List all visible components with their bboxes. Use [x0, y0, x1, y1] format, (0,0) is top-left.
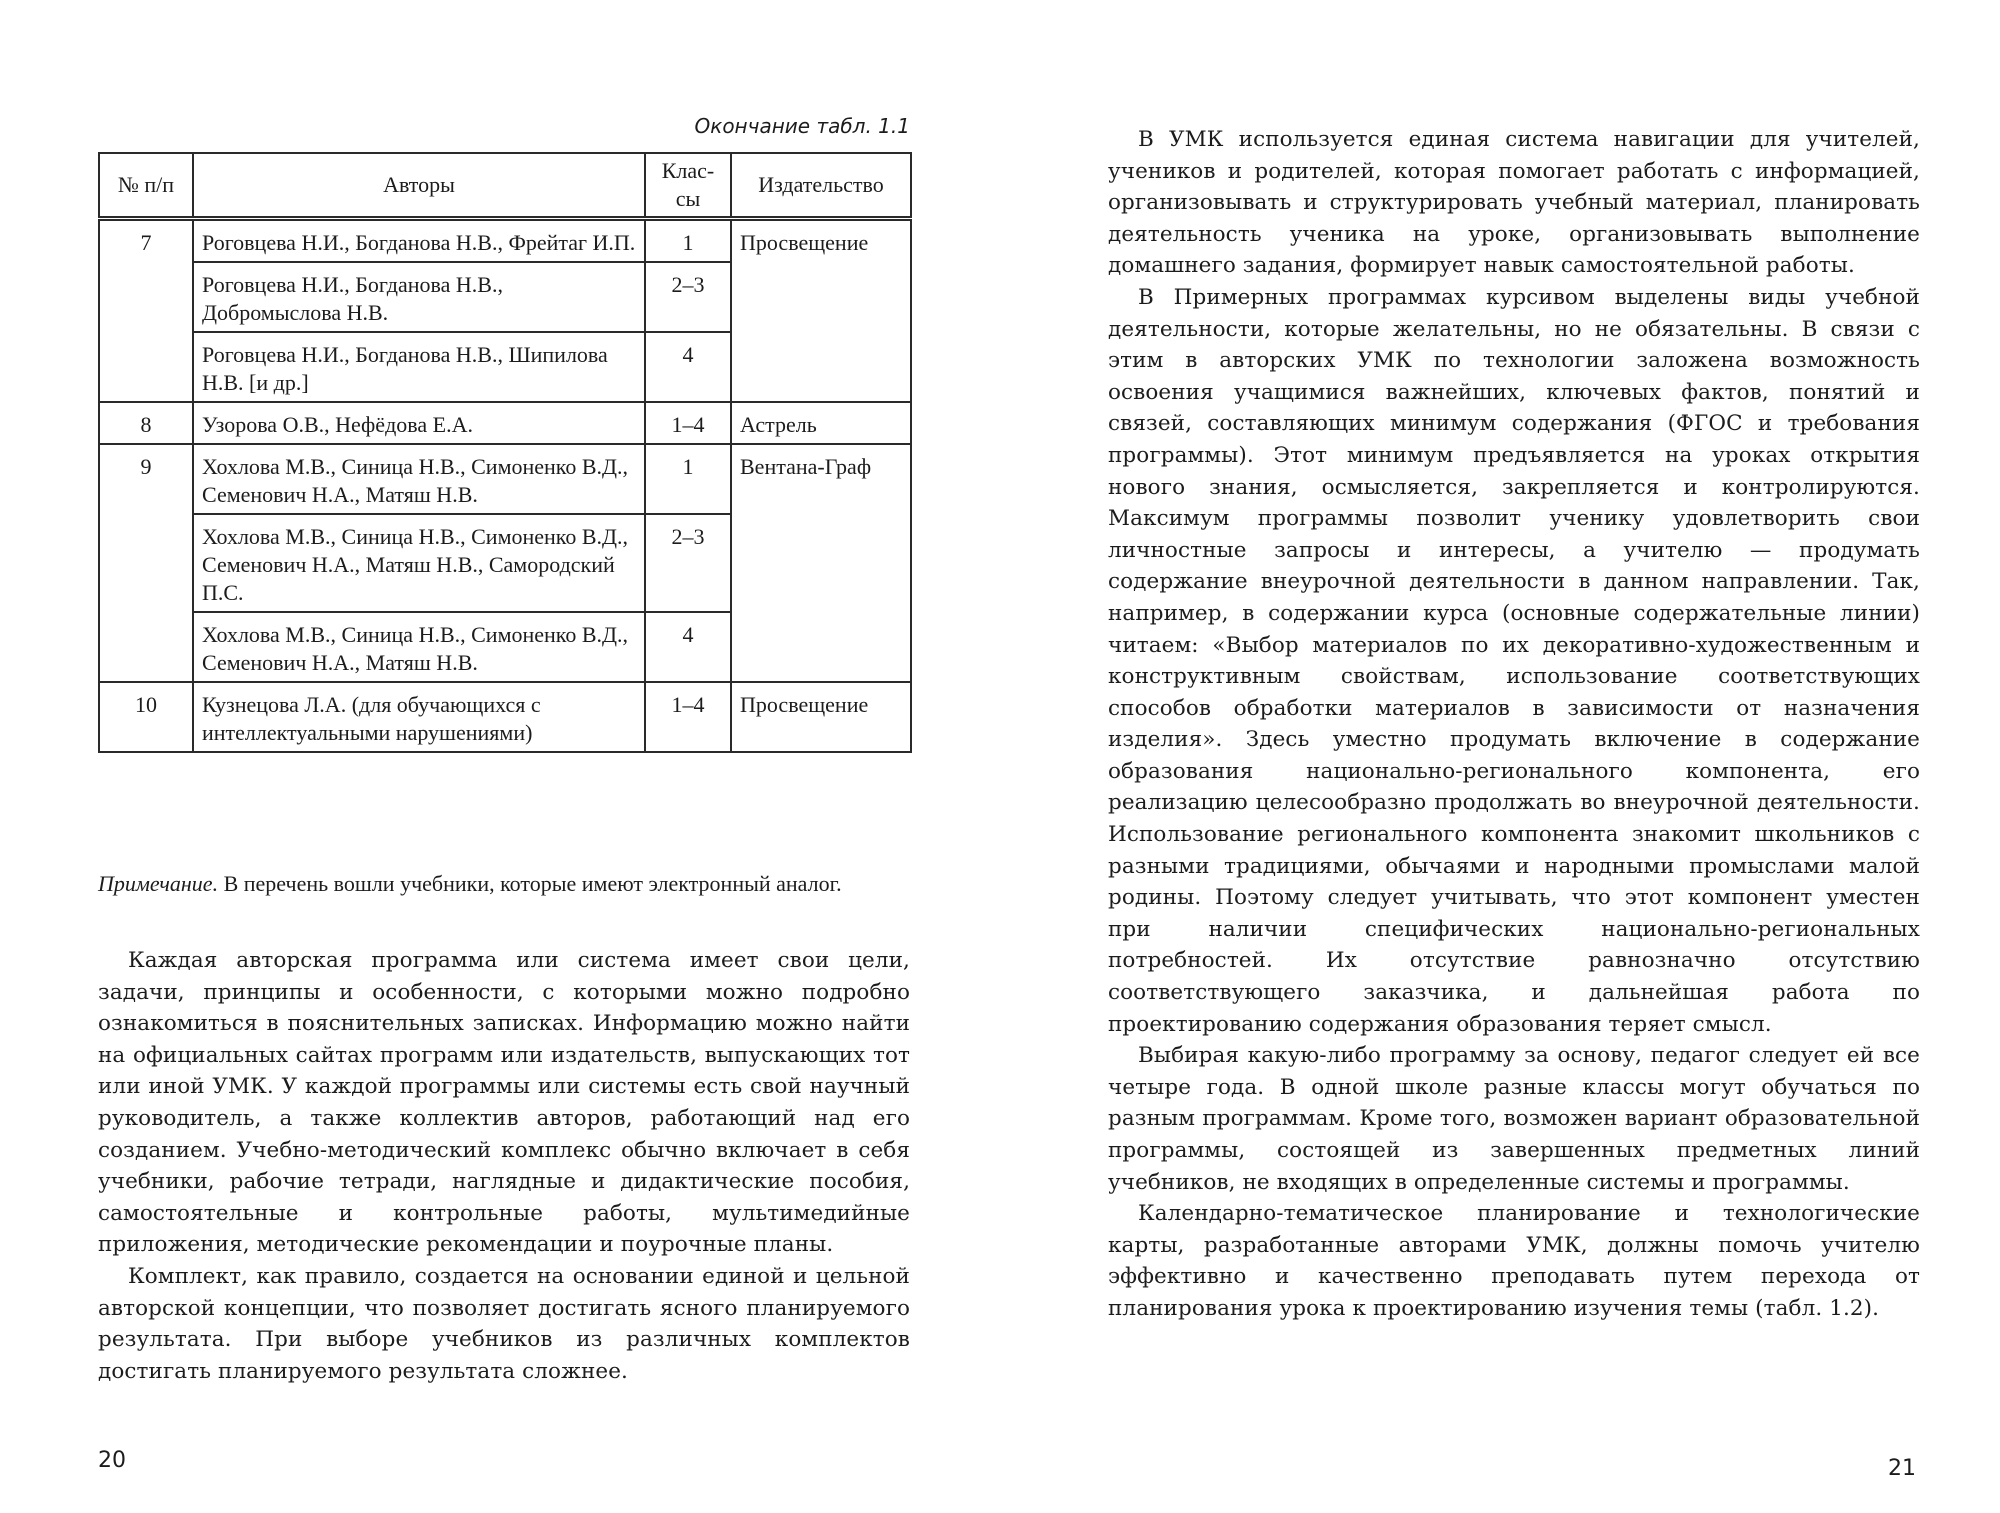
row-authors: Хохлова М.В., Синица Н.В., Симоненко В.Д., Семенович Н.А., Матяш Н.В.	[193, 612, 645, 682]
row-grade: 4	[645, 612, 731, 682]
row-number: 7	[99, 219, 193, 403]
row-authors: Роговцева Н.И., Богданова Н.В., Фрейтаг И.П.	[193, 219, 645, 263]
row-authors: Роговцева Н.И., Богданова Н.В., Шипилова Н.В. [и др.]	[193, 332, 645, 402]
note-label: Примечание.	[98, 871, 219, 896]
row-grade: 4	[645, 332, 731, 402]
row-grade: 1–4	[645, 402, 731, 444]
row-publisher: Вентана-Граф	[731, 444, 911, 682]
row-grade: 1	[645, 444, 731, 514]
paragraph: Комплект, как правило, создается на основании единой и цельной авторской концепции, что позволяет достигать ясного планируемого результата. При выборе учебников из различных комплектов достигать планируемого результата сложнее.	[98, 1263, 910, 1384]
row-grade: 1	[645, 219, 731, 263]
table-caption: Окончание табл. 1.1	[694, 114, 910, 138]
row-number: 10	[99, 682, 193, 752]
textbook-table	[98, 152, 912, 753]
right-body-text	[1108, 124, 1920, 1325]
table-row	[99, 682, 911, 752]
note-text: В перечень вошли учебники, которые имеют электронный аналог.	[223, 871, 842, 896]
right-page	[1000, 0, 2000, 1513]
paragraph: Каждая авторская программа или система имеет свои цели, задачи, принципы и особенности, с которыми можно подробно ознакомиться в пояснительных записках. Информацию можно найти на официальных сайтах программ или издательств, выпускающих тот или иной УМК. У каждой программы или системы есть свой научный руководитель, а также коллектив авторов, работающий над его созданием. Учебно-методический комплекс обычно включает в себя учебники, рабочие тетради, наглядные и дидактические пособия, самостоятельные и контрольные работы, мультимедийные приложения, методические рекомендации и поурочные планы.	[98, 948, 910, 1258]
row-authors: Хохлова М.В., Синица Н.В., Симоненко В.Д., Семенович Н.А., Матяш Н.В.	[193, 444, 645, 514]
page-number-right: 21	[1888, 1456, 1916, 1481]
header-authors: Авторы	[193, 153, 645, 219]
row-grade: 2–3	[645, 514, 731, 612]
row-authors: Узорова О.В., Нефёдова Е.А.	[193, 402, 645, 444]
table-header-row	[99, 153, 911, 219]
paragraph: Календарно-тематическое планирование и технологические карты, разработанные авторами УМК, должны помочь учителю эффективно и качественно преподавать путем перехода от планирования урока к проектированию изучения темы (табл. 1.2).	[1108, 1201, 1920, 1321]
header-publisher: Издательство	[731, 153, 911, 219]
row-authors: Кузнецова Л.А. (для обучающихся с интеллектуальными нарушениями)	[193, 682, 645, 752]
row-number: 9	[99, 444, 193, 682]
header-grades: Клас-сы	[645, 153, 731, 219]
left-body-text	[98, 945, 910, 1387]
row-grade: 2–3	[645, 262, 731, 332]
table-row	[99, 219, 911, 263]
row-grade: 1–4	[645, 682, 731, 752]
row-publisher: Просвещение	[731, 682, 911, 752]
table-note	[98, 870, 910, 898]
table-row	[99, 444, 911, 514]
header-number: № п/п	[99, 153, 193, 219]
row-authors: Хохлова М.В., Синица Н.В., Симоненко В.Д., Семенович Н.А., Матяш Н.В., Самородский П.С.	[193, 514, 645, 612]
left-page	[0, 0, 980, 1513]
table-row	[99, 402, 911, 444]
row-publisher: Просвещение	[731, 219, 911, 403]
page-number-left: 20	[98, 1448, 126, 1473]
paragraph: В Примерных программах курсивом выделены виды учебной деятельности, которые желательны, но не обязательны. В связи с этим в авторских УМК по технологии заложена возможность освоения учащимися важнейших, ключевых фактов, понятий и связей, составляющих минимум содержания (ФГОС и требования программы). Этот минимум предъявляется на уроках открытия нового знания, осмысляется, закрепляется и контролируются. Максимум программы позволит ученику удовлетворить свои личностные запросы и интересы, а учителю — продумать содержание внеурочной деятельности в данном направлении. Так, например, в содержании курса (основные содержательные линии) читаем: «Выбор материалов по их декоративно-художественным и конструктивным свойствам, использование соответствующих способов обработки материалов в зависимости от назначения изделия». Здесь уместно продумать включение в содержание образования национально-регионального компонента, его реализацию целесообразно продолжать во внеурочной деятельности. Использование регионального компонента знакомит школьников с разными традициями, обычаями и народными промыслами малой родины. Поэтому следует учитывать, что этот компонент уместен при наличии специфических национально-региональных потребностей. Их отсутствие равнозначно отсутствию соответствующего заказчика, и дальнейшая работа по проектированию содержания образования теряет смысл.	[1108, 284, 1920, 1037]
paragraph: Выбирая какую-либо программу за основу, педагог следует ей все четыре года. В одной школе разные классы могут обучаться по разным программам. Кроме того, возможен вариант образовательной программы, состоящей из завершенных предметных линий учебников, не входящих в определенные системы и программы.	[1108, 1043, 1920, 1195]
paragraph: В УМК используется единая система навигации для учителей, учеников и родителей, которая помогает работать с информацией, организовывать и структурировать учебный материал, планировать деятельность ученика на уроке, организовывать выполнение домашнего задания, формирует навык самостоятельной работы.	[1108, 127, 1920, 279]
row-publisher: Астрель	[731, 402, 911, 444]
row-number: 8	[99, 402, 193, 444]
row-authors: Роговцева Н.И., Богданова Н.В., Добромыслова Н.В.	[193, 262, 645, 332]
